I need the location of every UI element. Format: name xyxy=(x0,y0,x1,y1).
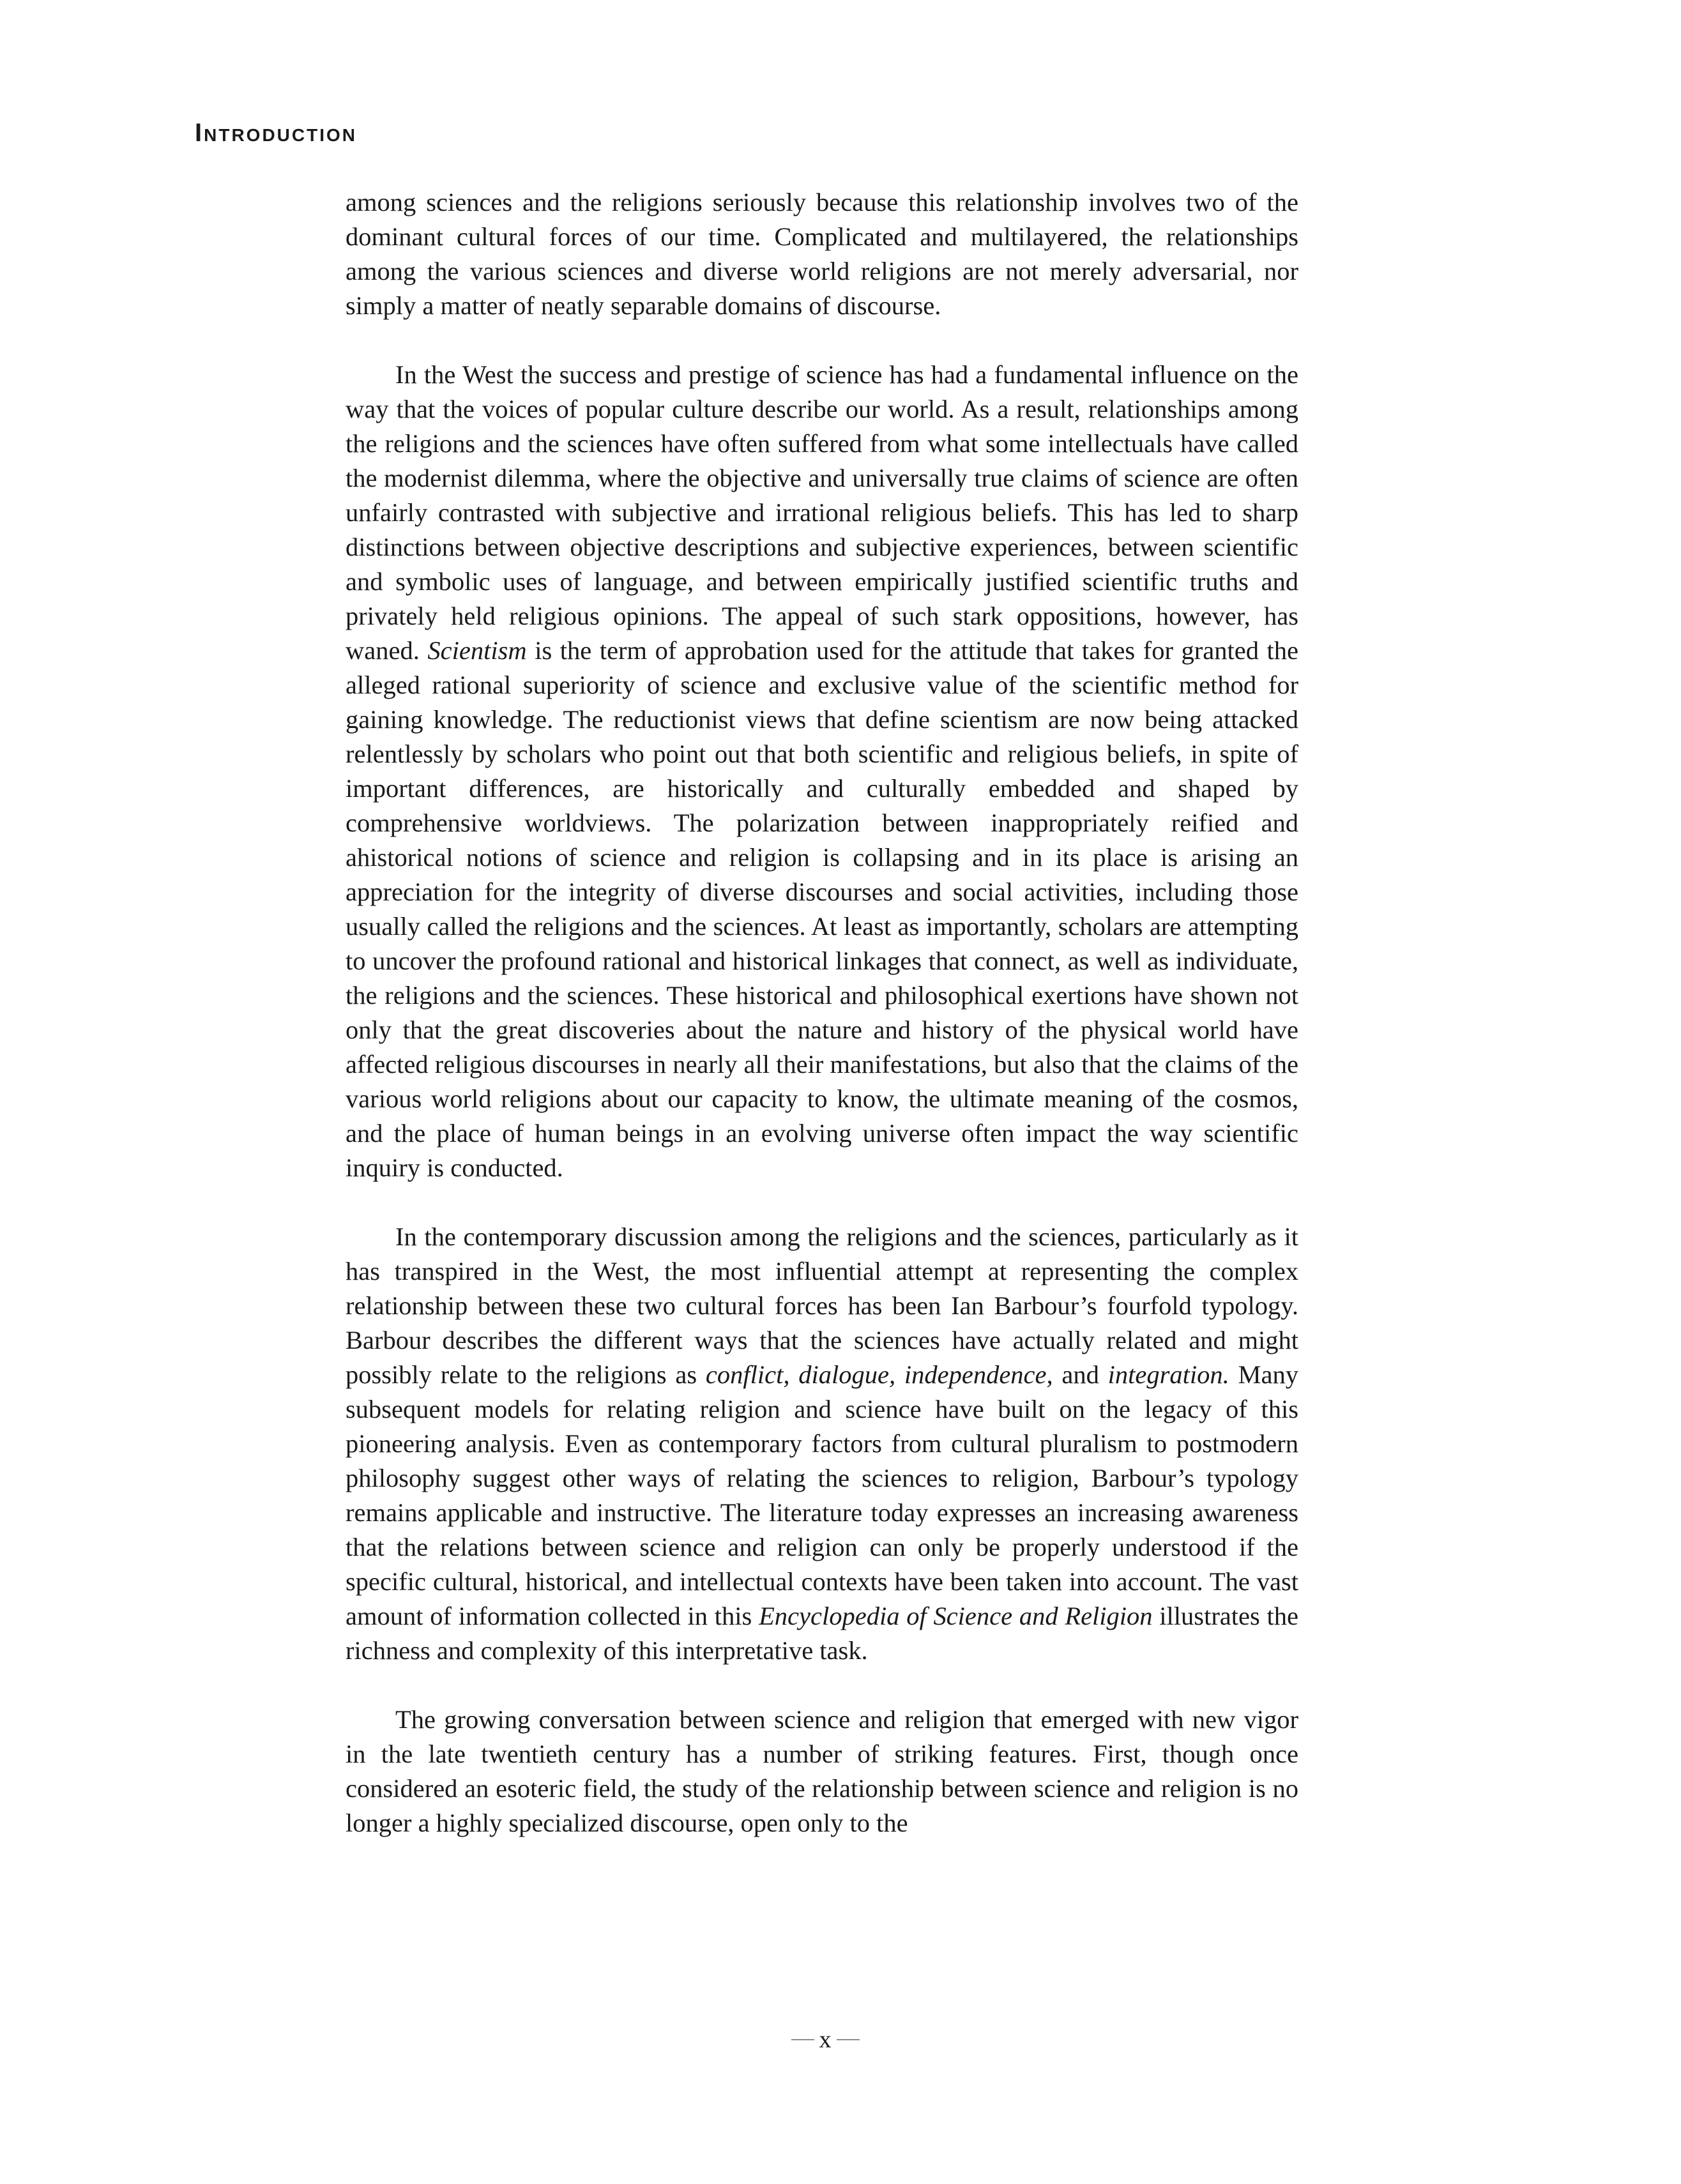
page-number-label: x xyxy=(819,2026,832,2053)
paragraph-3 xyxy=(346,1220,1298,1668)
text-run: is the term of approbation used for the attitude that takes for granted the alleged rational superiority of science and exclusive value of the scientific method for gaining knowledge. The reductionist views that define scientism are now being attacked relentlessly by scholars who point out that both scientific and religious beliefs, in spite of important differences, are historically and culturally embedded and shaped by comprehensive worldviews. The polarization between inappropriately reified and ahistorical notions of science and religion is collapsing and in its place is arising an appreciation for the integrity of diverse discourses and social activities, including those usually called the religions and the sciences. At least as importantly, scholars are attempting to uncover the profound rational and historical linkages that connect, as well as individuate, the religions and the sciences. These historical and philosophical exertions have shown not only that the great discoveries about the nature and history of the physical world have affected religious discourses in nearly all their manifestations, but also that the claims of the various world religions about our capacity to know, the ultimate meaning of the cosmos, and the place of human beings in an evolving universe often impact the way scientific inquiry is conducted. xyxy=(346,636,1299,1182)
text-run: In the contemporary discussion among the religions and the sciences, particularly as it has transpired in the West, the most influential attempt at representing the complex relationship between these two cultural forces has been Ian Barbour’s fourfold typology. Barbour describes the different ways that the sciences have actually related and might possibly relate to the religions as xyxy=(346,1222,1298,1389)
paragraph-4 xyxy=(346,1702,1298,1840)
italic-book-title: Encyclopedia of Science and Religion xyxy=(759,1602,1153,1630)
page-number xyxy=(790,2026,860,2054)
text-run: illustrates the richness and complexity of this interpretative task. xyxy=(346,1602,1298,1665)
folio-dash-right xyxy=(837,2039,860,2040)
paragraph-1 xyxy=(346,185,1298,323)
text-run: In the West the success and prestige of science has had a fundamental influence on the way that the voices of popular culture describe our world. As a result, relationships among the religions and the sciences have often suffered from what some intellectuals have called the modernist dilemma, where the objective and universally true claims of science are often unfairly contrasted with subjective and irrational religious beliefs. This has led to sharp distinctions between objective descriptions and subjective experiences, between scientific and symbolic uses of language, and between empirically justified scientific truths and privately held religious opinions. The appeal of such stark oppositions, however, has waned. xyxy=(346,360,1298,665)
italic-terms-typology: conflict, dialogue, independence, xyxy=(705,1360,1053,1389)
italic-term-integration: integration. xyxy=(1107,1360,1229,1389)
folio-dash-left xyxy=(791,2039,814,2040)
text-run: The growing conversation between science and religion that emerged with new vigor in the late twentieth century has a number of striking features. First, though once considered an esoteric field, the study of the relationship between science and religion is no longer a highly specialized discourse, open only to the xyxy=(346,1705,1298,1837)
text-run: and xyxy=(1053,1360,1108,1389)
paragraph-2 xyxy=(346,358,1298,1185)
italic-term-scientism: Scientism xyxy=(427,636,527,665)
body-text xyxy=(346,185,1298,1840)
text-run: Many subsequent models for relating religion and science have built on the legacy of this pioneering analysis. Even as contemporary factors from cultural pluralism to postmodern philosophy suggest other ways of relating the sciences to religion, Barbour’s typology remains applicable and instructive. The literature today expresses an increasing awareness that the relations between science and religion can only be properly understood if the specific cultural, historical, and intellectual contexts have been taken into account. The vast amount of information collected in this xyxy=(346,1360,1298,1630)
text-run: among sciences and the religions seriously because this relationship involves two of the dominant cultural forces of our time. Complicated and multilayered, the relationships among the various sciences and diverse world religions are not merely adversarial, nor simply a matter of neatly separable domains of discourse. xyxy=(346,188,1298,320)
running-head: Introduction xyxy=(195,119,357,147)
